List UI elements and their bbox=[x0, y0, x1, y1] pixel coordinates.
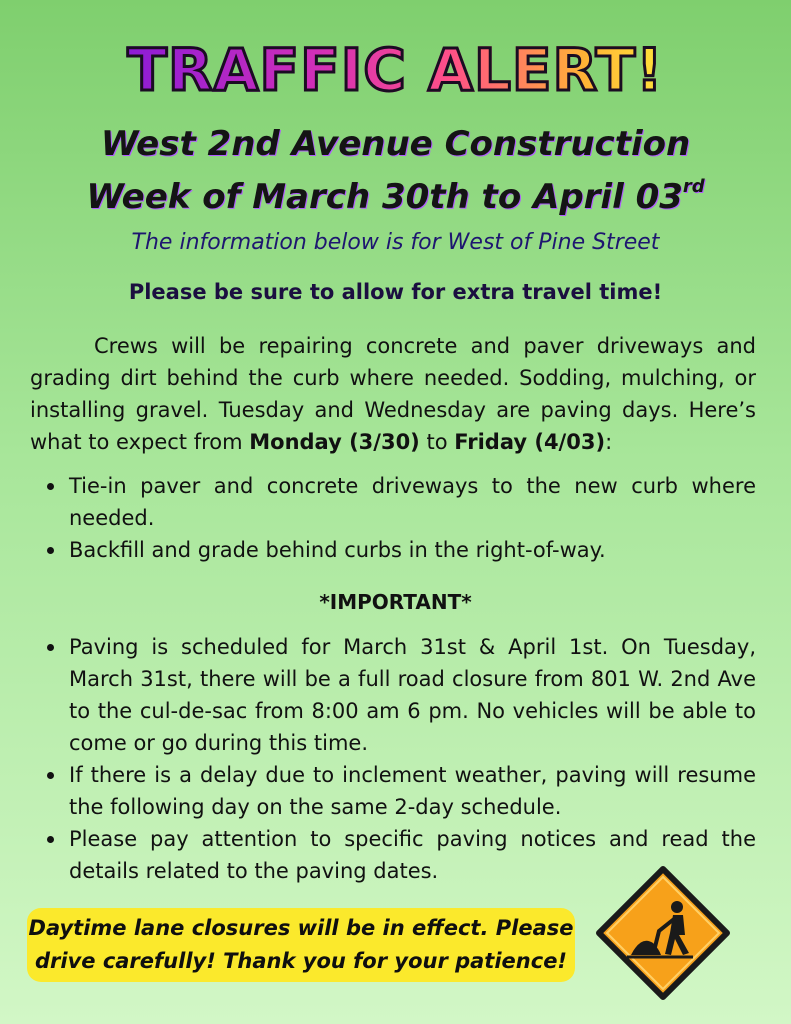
callout-box bbox=[27, 908, 575, 982]
travel-notice: Please be sure to allow for extra travel time! bbox=[128, 280, 663, 304]
friday-date: Friday (4/03) bbox=[454, 430, 606, 454]
list-item: If there is a delay due to inclement weather, paving will resume the following day on the same 2-day schedule. bbox=[45, 759, 756, 823]
important-heading: *IMPORTANT* bbox=[319, 590, 472, 614]
callout-line-2: drive carefully! Thank you for your patience! bbox=[34, 949, 568, 973]
road-work-sign-icon bbox=[595, 865, 731, 1001]
date-range bbox=[0, 176, 791, 217]
list-item: Backfill and grade behind curbs in the right-of-way. bbox=[45, 534, 756, 566]
list-item: Tie-in paver and concrete driveways to the new curb where needed. bbox=[45, 470, 756, 534]
monday-date: Monday (3/30) bbox=[249, 430, 420, 454]
title-text: TRAFFIC ALERT! bbox=[127, 36, 664, 104]
project-title: West 2nd Avenue Construction bbox=[100, 124, 691, 164]
intro-to: to bbox=[419, 430, 455, 454]
callout-text bbox=[29, 912, 574, 978]
important-list bbox=[45, 631, 756, 887]
list-item: Please pay attention to specific paving notices and read the details related to the paving dates. bbox=[45, 823, 756, 887]
intro-colon: : bbox=[605, 430, 613, 454]
intro-paragraph bbox=[30, 330, 756, 458]
location-note: The information below is for West of Pine Street bbox=[131, 230, 660, 255]
callout-line-1: Daytime lane closures will be in effect. Please bbox=[28, 916, 574, 940]
list-item: Paving is scheduled for March 31st & April 1st. On Tuesday, March 31st, there will be a full road closure from 801 W. 2nd Ave to the cul-de-sac from 8:00 am 6 pm. No vehicles will be able to come or go during this time. bbox=[45, 631, 756, 759]
page-title bbox=[0, 36, 791, 104]
intro-text: Crews will be repairing concrete and paver driveways and grading dirt behind the curb where needed. Sodding, mulching, or installing gravel. Tuesday and Wednesday are paving days. Here’s what to expect from bbox=[30, 334, 756, 454]
date-range-text: Week of March 30th to April 03 bbox=[86, 177, 683, 217]
date-suffix: rd bbox=[682, 176, 705, 197]
work-list bbox=[45, 470, 756, 566]
